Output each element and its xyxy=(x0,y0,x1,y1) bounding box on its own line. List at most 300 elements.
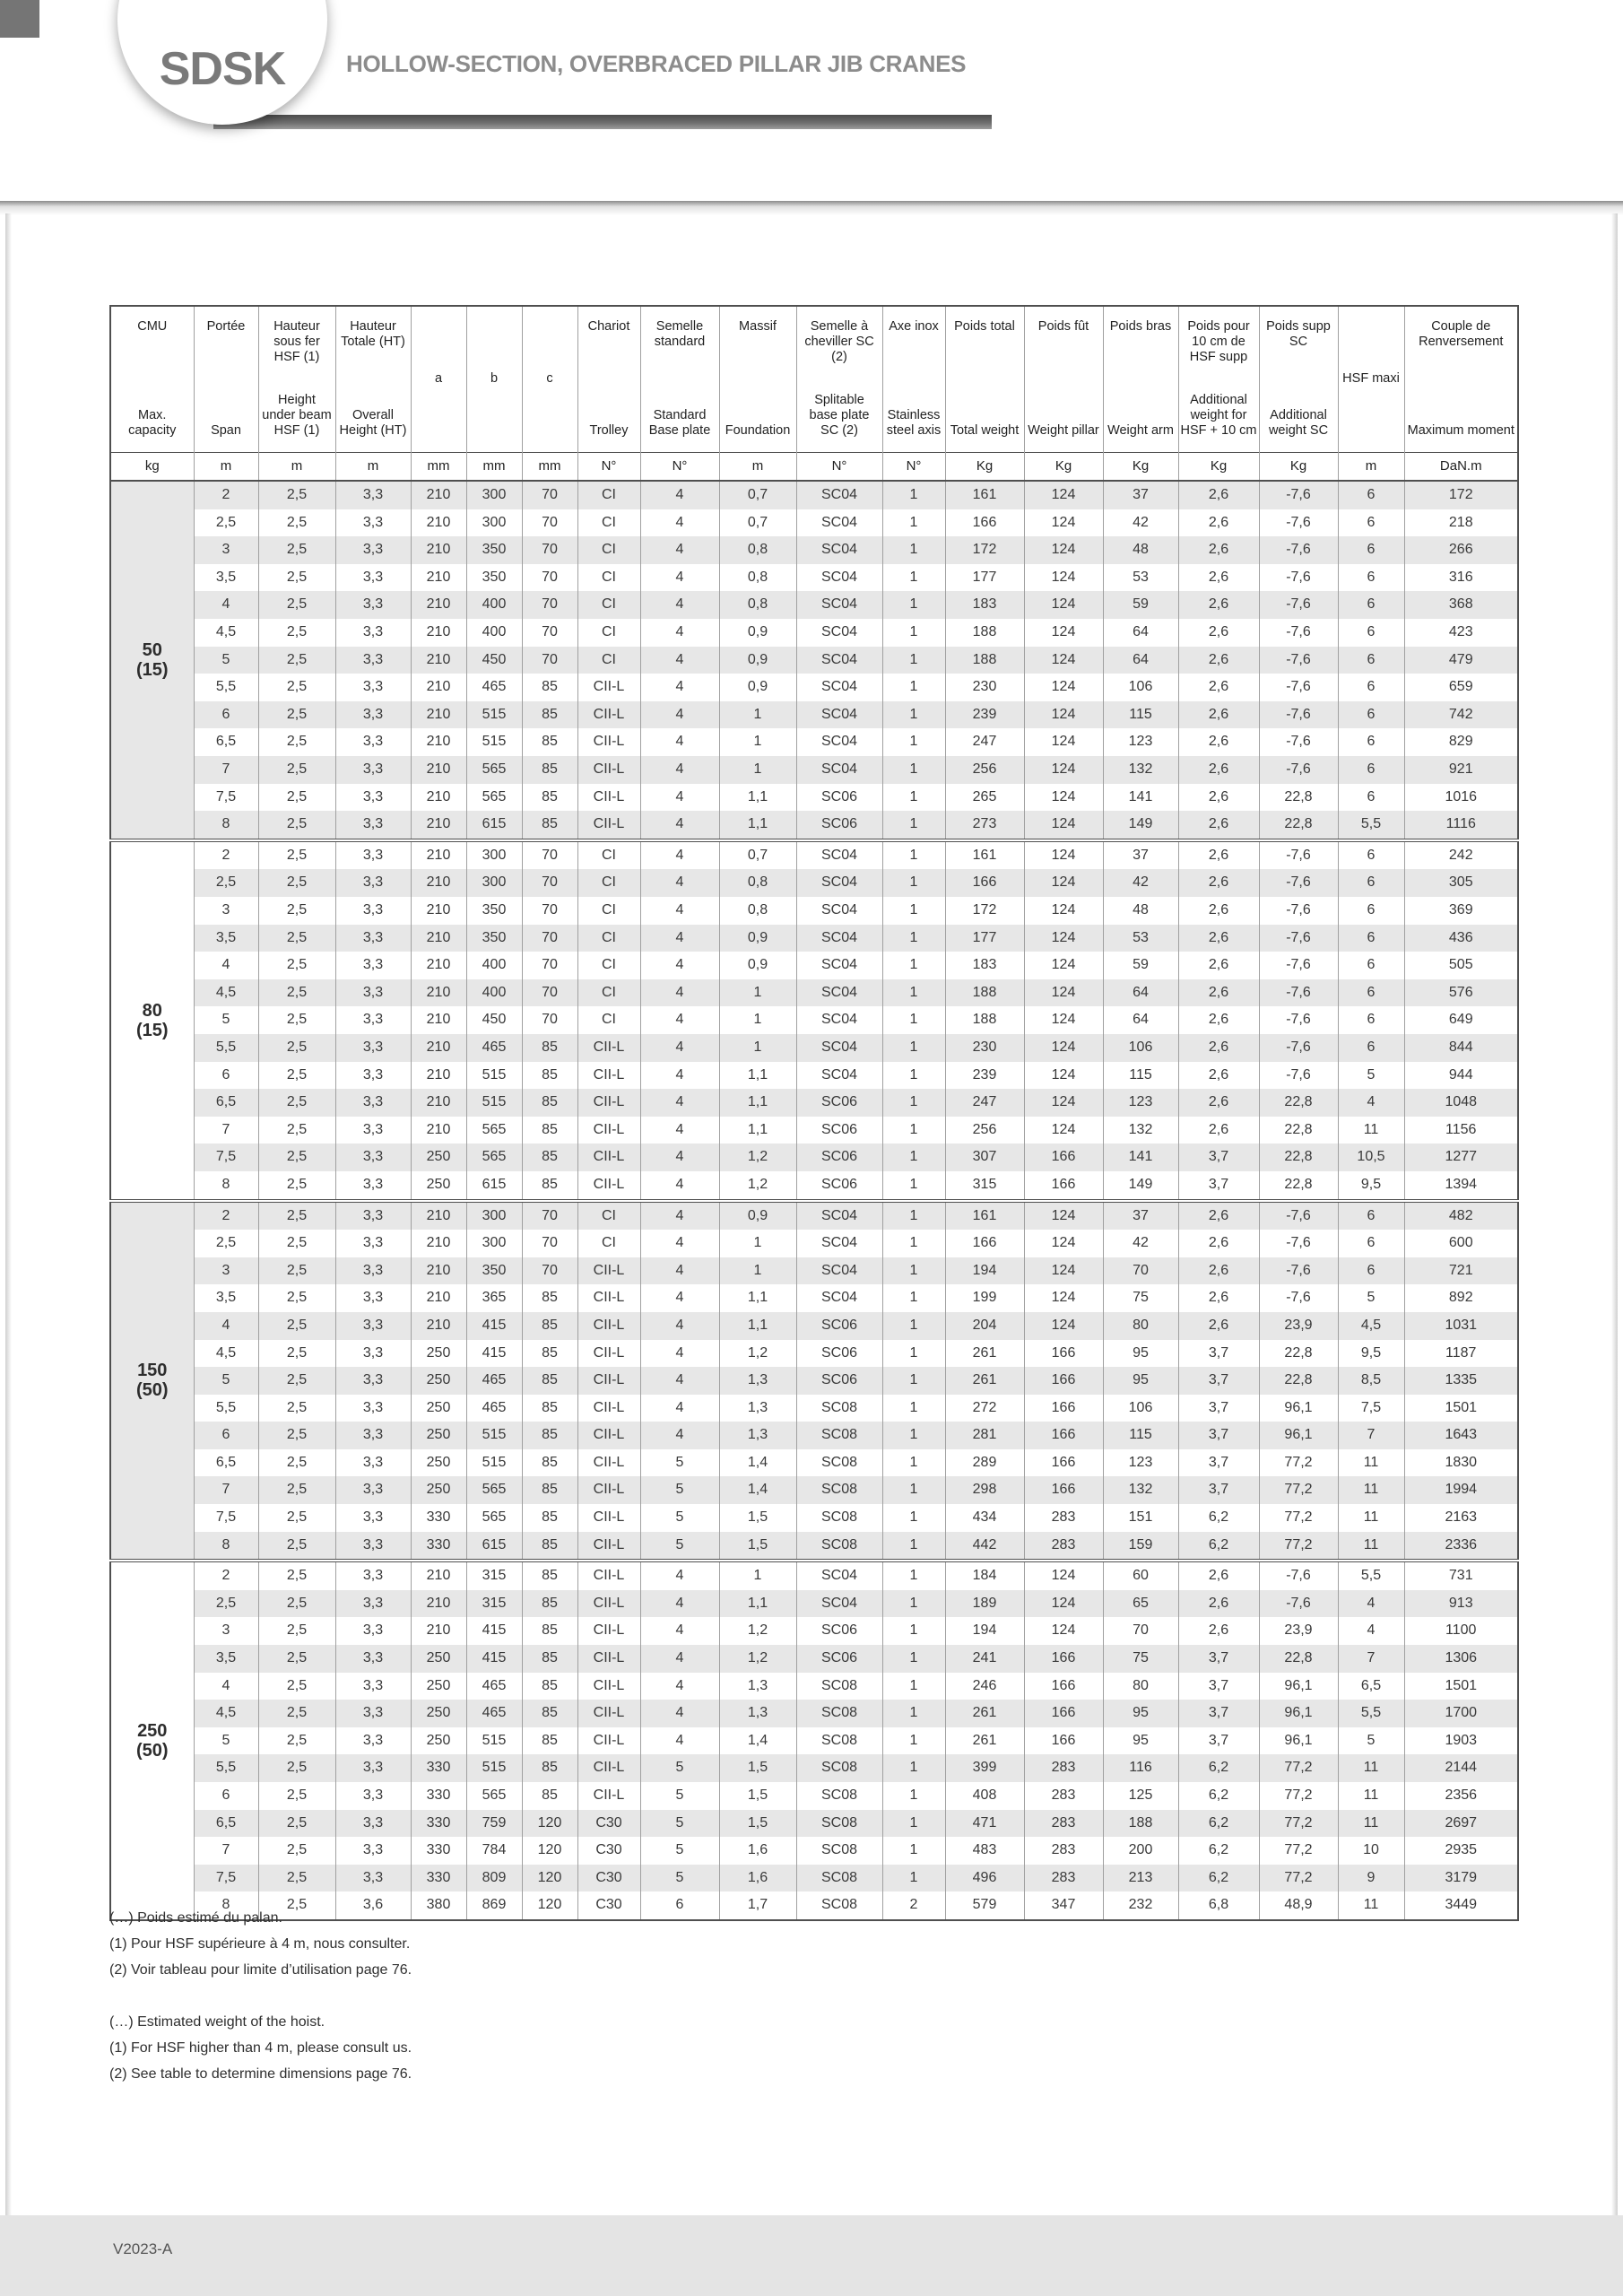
table-cell: -7,6 xyxy=(1259,1034,1338,1062)
table-cell: 70 xyxy=(522,1006,577,1034)
table-cell: 1 xyxy=(882,674,945,701)
table-cell: 85 xyxy=(522,1422,577,1449)
table-cell: 11 xyxy=(1338,1476,1404,1504)
table-cell: 241 xyxy=(945,1645,1024,1673)
table-cell: 4 xyxy=(194,1673,258,1700)
table-cell: 300 xyxy=(466,481,522,509)
table-cell: 210 xyxy=(411,591,466,619)
table-cell: 1 xyxy=(882,1395,945,1422)
table-cell: 210 xyxy=(411,674,466,701)
table-cell: 85 xyxy=(522,1617,577,1645)
table-cell: 0,7 xyxy=(719,481,796,509)
table-cell: 2,6 xyxy=(1178,1062,1259,1090)
table-cell: 22,8 xyxy=(1259,1089,1338,1117)
table-cell: 6,2 xyxy=(1178,1504,1259,1532)
table-cell: 1,2 xyxy=(719,1645,796,1673)
units-row xyxy=(110,452,1518,481)
table-cell: 465 xyxy=(466,1700,522,1727)
table-row xyxy=(110,481,1518,509)
table-cell: 2,6 xyxy=(1178,674,1259,701)
table-cell: -7,6 xyxy=(1259,536,1338,564)
table-cell: 0,9 xyxy=(719,647,796,674)
table-cell: 3,3 xyxy=(335,1367,411,1395)
table-cell: SC06 xyxy=(796,784,882,812)
table-cell: 166 xyxy=(1024,1449,1103,1477)
table-cell: 8 xyxy=(194,811,258,840)
table-cell: 3,3 xyxy=(335,979,411,1007)
table-cell: 85 xyxy=(522,1367,577,1395)
table-cell: 4 xyxy=(640,536,719,564)
table-cell: 75 xyxy=(1103,1284,1178,1312)
table-cell: C30 xyxy=(577,1892,640,1920)
table-cell: 85 xyxy=(522,1284,577,1312)
table-cell: 1 xyxy=(882,784,945,812)
table-cell: 2 xyxy=(194,840,258,870)
table-cell: 2336 xyxy=(1404,1532,1518,1561)
table-cell: 188 xyxy=(945,619,1024,647)
table-cell: 3,7 xyxy=(1178,1645,1259,1673)
table-cell: 2,6 xyxy=(1178,979,1259,1007)
table-cell: 6 xyxy=(1338,925,1404,952)
table-cell: 272 xyxy=(945,1395,1024,1422)
table-cell: 0,9 xyxy=(719,952,796,979)
unit-cell: m xyxy=(1338,452,1404,481)
table-cell: SC04 xyxy=(796,481,882,509)
table-cell: 434 xyxy=(945,1504,1024,1532)
table-cell: 2,5 xyxy=(258,756,335,784)
table-cell: 124 xyxy=(1024,1617,1103,1645)
table-cell: 2 xyxy=(882,1892,945,1920)
column-header xyxy=(796,306,882,452)
table-cell: 188 xyxy=(1103,1810,1178,1838)
table-cell: CII-L xyxy=(577,1034,640,1062)
table-cell: 48 xyxy=(1103,536,1178,564)
table-cell: 42 xyxy=(1103,509,1178,537)
unit-cell: mm xyxy=(522,452,577,481)
column-header xyxy=(1024,306,1103,452)
table-cell: 230 xyxy=(945,674,1024,701)
table-cell: 53 xyxy=(1103,564,1178,592)
table-cell: 96,1 xyxy=(1259,1395,1338,1422)
table-cell: 85 xyxy=(522,1532,577,1561)
table-cell: 2,5 xyxy=(258,1312,335,1340)
table-cell: 3,7 xyxy=(1178,1476,1259,1504)
unit-cell: m xyxy=(194,452,258,481)
table-cell: 2,6 xyxy=(1178,536,1259,564)
table-cell: 3,3 xyxy=(335,1782,411,1810)
table-cell: 3,3 xyxy=(335,1201,411,1231)
table-cell: 0,9 xyxy=(719,925,796,952)
table-cell: 1,4 xyxy=(719,1449,796,1477)
table-cell: 1048 xyxy=(1404,1089,1518,1117)
column-header xyxy=(577,306,640,452)
table-cell: CII-L xyxy=(577,1367,640,1395)
table-cell: 70 xyxy=(522,840,577,870)
table-cell: 124 xyxy=(1024,647,1103,674)
table-cell: 4 xyxy=(640,1422,719,1449)
table-cell: SC04 xyxy=(796,1062,882,1090)
table-cell: 4 xyxy=(640,1171,719,1201)
table-cell: SC08 xyxy=(796,1395,882,1422)
table-row xyxy=(110,756,1518,784)
table-cell: 3,3 xyxy=(335,840,411,870)
table-cell: -7,6 xyxy=(1259,674,1338,701)
table-cell: 300 xyxy=(466,840,522,870)
table-cell: 5,5 xyxy=(1338,1561,1404,1590)
table-cell: 3,3 xyxy=(335,1837,411,1865)
table-cell: CI xyxy=(577,481,640,509)
table-cell: 347 xyxy=(1024,1892,1103,1920)
table-cell: C30 xyxy=(577,1837,640,1865)
column-label-en: Overall Height (HT) xyxy=(339,408,407,439)
table-cell: 70 xyxy=(1103,1257,1178,1285)
table-cell: 37 xyxy=(1103,481,1178,509)
capacity-value: 150 xyxy=(137,1361,168,1381)
table-cell: SC04 xyxy=(796,1034,882,1062)
table-cell: 1016 xyxy=(1404,784,1518,812)
table-cell: 281 xyxy=(945,1422,1024,1449)
table-cell: 77,2 xyxy=(1259,1837,1338,1865)
spec-table xyxy=(109,305,1519,1921)
table-cell: 11 xyxy=(1338,1504,1404,1532)
table-cell: 239 xyxy=(945,701,1024,729)
table-cell: 6,2 xyxy=(1178,1754,1259,1782)
table-cell: 4 xyxy=(194,591,258,619)
table-cell: CII-L xyxy=(577,1449,640,1477)
table-cell: 4 xyxy=(640,1312,719,1340)
table-row xyxy=(110,647,1518,674)
table-cell: 124 xyxy=(1024,619,1103,647)
table-cell: 2,6 xyxy=(1178,647,1259,674)
table-cell: 85 xyxy=(522,1089,577,1117)
table-cell: 1 xyxy=(882,481,945,509)
table-cell: 4 xyxy=(640,728,719,756)
table-cell: 4 xyxy=(1338,1089,1404,1117)
column-header xyxy=(719,306,796,452)
table-cell: 1 xyxy=(882,1312,945,1340)
table-cell: CI xyxy=(577,925,640,952)
table-cell: 2,6 xyxy=(1178,1617,1259,1645)
table-cell: 5 xyxy=(1338,1062,1404,1090)
table-row xyxy=(110,1201,1518,1231)
table-cell: 77,2 xyxy=(1259,1754,1338,1782)
table-cell: 3,3 xyxy=(335,897,411,925)
table-cell: SC04 xyxy=(796,591,882,619)
table-cell: 1 xyxy=(882,1590,945,1618)
table-cell: 250 xyxy=(411,1422,466,1449)
table-cell: 120 xyxy=(522,1892,577,1920)
table-cell: 115 xyxy=(1103,1062,1178,1090)
table-cell: -7,6 xyxy=(1259,979,1338,1007)
table-cell: 80 xyxy=(1103,1312,1178,1340)
header-row xyxy=(110,306,1518,452)
table-cell: 115 xyxy=(1103,1422,1178,1449)
table-cell: 2,5 xyxy=(258,1892,335,1920)
table-cell: 64 xyxy=(1103,647,1178,674)
table-cell: 3,3 xyxy=(335,756,411,784)
table-cell: 2,6 xyxy=(1178,811,1259,840)
table-cell: 210 xyxy=(411,1284,466,1312)
table-cell: 11 xyxy=(1338,1810,1404,1838)
table-cell: 2,5 xyxy=(258,509,335,537)
table-cell: 5 xyxy=(1338,1727,1404,1755)
table-cell: 742 xyxy=(1404,701,1518,729)
table-cell: 6,5 xyxy=(194,1810,258,1838)
footnote-en-3: (2) See table to determine dimensions page 76. xyxy=(109,2066,412,2082)
table-cell: 210 xyxy=(411,536,466,564)
table-cell: 465 xyxy=(466,1673,522,1700)
table-row xyxy=(110,1034,1518,1062)
table-cell: 106 xyxy=(1103,1034,1178,1062)
table-cell: 1,3 xyxy=(719,1673,796,1700)
table-cell: 1,3 xyxy=(719,1367,796,1395)
table-cell: 85 xyxy=(522,1312,577,1340)
table-cell: CI xyxy=(577,647,640,674)
table-cell: SC04 xyxy=(796,979,882,1007)
table-cell: 106 xyxy=(1103,1395,1178,1422)
table-cell: 3,6 xyxy=(335,1892,411,1920)
table-cell: 124 xyxy=(1024,952,1103,979)
table-cell: 2,6 xyxy=(1178,784,1259,812)
footnote-en-1: (…) Estimated weight of the hoist. xyxy=(109,2014,325,2030)
table-cell: 505 xyxy=(1404,952,1518,979)
table-cell: 2,5 xyxy=(258,1257,335,1285)
table-cell: 194 xyxy=(945,1617,1024,1645)
table-cell: 11 xyxy=(1338,1532,1404,1561)
table-cell: SC04 xyxy=(796,897,882,925)
table-cell: 77,2 xyxy=(1259,1865,1338,1892)
table-cell: 4 xyxy=(640,1034,719,1062)
table-cell: SC04 xyxy=(796,869,882,897)
table-cell: 70 xyxy=(522,591,577,619)
table-cell: 2,6 xyxy=(1178,1230,1259,1257)
table-cell: 124 xyxy=(1024,509,1103,537)
table-cell: 210 xyxy=(411,1561,466,1590)
table-cell: 6 xyxy=(1338,481,1404,509)
table-cell: 5,5 xyxy=(1338,1700,1404,1727)
table-cell: 6,2 xyxy=(1178,1532,1259,1561)
table-cell: 5 xyxy=(194,647,258,674)
table-cell: 6,5 xyxy=(1338,1673,1404,1700)
table-cell: 4,5 xyxy=(194,1700,258,1727)
table-cell: 921 xyxy=(1404,756,1518,784)
table-cell: 124 xyxy=(1024,925,1103,952)
table-cell: 210 xyxy=(411,840,466,870)
table-cell: 3,3 xyxy=(335,728,411,756)
table-cell: CI xyxy=(577,536,640,564)
table-cell: 6 xyxy=(194,701,258,729)
table-row xyxy=(110,1089,1518,1117)
table-cell: 1,4 xyxy=(719,1476,796,1504)
table-cell: 6 xyxy=(1338,701,1404,729)
table-cell: SC04 xyxy=(796,728,882,756)
table-cell: SC04 xyxy=(796,925,882,952)
table-cell: 3,3 xyxy=(335,1062,411,1090)
table-cell: 2,5 xyxy=(258,674,335,701)
table-cell: 1 xyxy=(882,701,945,729)
table-cell: 1,3 xyxy=(719,1395,796,1422)
table-cell: CII-L xyxy=(577,756,640,784)
table-cell: 6 xyxy=(1338,728,1404,756)
table-cell: 330 xyxy=(411,1865,466,1892)
table-cell: 1,1 xyxy=(719,784,796,812)
table-cell: 4,5 xyxy=(194,619,258,647)
table-cell: 2,5 xyxy=(258,1284,335,1312)
column-label-en: Stainless steel axis xyxy=(886,408,942,439)
table-cell: CI xyxy=(577,869,640,897)
table-cell: 1 xyxy=(882,1201,945,1231)
table-cell: 188 xyxy=(945,979,1024,1007)
table-cell: SC08 xyxy=(796,1837,882,1865)
table-cell: 2,5 xyxy=(258,1062,335,1090)
table-cell: SC04 xyxy=(796,674,882,701)
table-cell: 166 xyxy=(1024,1673,1103,1700)
table-cell: -7,6 xyxy=(1259,564,1338,592)
unit-cell: kg xyxy=(110,452,194,481)
table-cell: 479 xyxy=(1404,647,1518,674)
table-cell: 77,2 xyxy=(1259,1476,1338,1504)
table-cell: 2,5 xyxy=(258,1865,335,1892)
table-cell: 3 xyxy=(194,536,258,564)
table-cell: 450 xyxy=(466,1006,522,1034)
table-row xyxy=(110,1673,1518,1700)
table-cell: 141 xyxy=(1103,784,1178,812)
column-header xyxy=(194,306,258,452)
table-cell: 210 xyxy=(411,1312,466,1340)
table-cell: 210 xyxy=(411,1230,466,1257)
table-cell: 59 xyxy=(1103,591,1178,619)
table-cell: SC08 xyxy=(796,1532,882,1561)
table-cell: 149 xyxy=(1103,811,1178,840)
table-cell: 4 xyxy=(640,811,719,840)
table-cell: 2,5 xyxy=(258,647,335,674)
table-cell: 177 xyxy=(945,925,1024,952)
table-row xyxy=(110,1700,1518,1727)
table-cell: -7,6 xyxy=(1259,1561,1338,1590)
table-cell: 784 xyxy=(466,1837,522,1865)
table-cell: 2,5 xyxy=(258,1117,335,1144)
table-cell: 242 xyxy=(1404,840,1518,870)
table-cell: 1501 xyxy=(1404,1673,1518,1700)
table-cell: 256 xyxy=(945,1117,1024,1144)
table-cell: 1187 xyxy=(1404,1340,1518,1368)
table-cell: 1277 xyxy=(1404,1144,1518,1171)
table-cell: 1 xyxy=(882,1034,945,1062)
table-cell: 166 xyxy=(1024,1422,1103,1449)
table-cell: 261 xyxy=(945,1727,1024,1755)
table-cell: 3,3 xyxy=(335,1645,411,1673)
table-cell: CII-L xyxy=(577,1561,640,1590)
table-cell: 95 xyxy=(1103,1367,1178,1395)
table-cell: 2,5 xyxy=(258,1476,335,1504)
table-cell: 0,8 xyxy=(719,869,796,897)
table-cell: 2,5 xyxy=(258,1810,335,1838)
table-cell: 70 xyxy=(522,925,577,952)
column-header xyxy=(522,306,577,452)
table-cell: 8 xyxy=(194,1532,258,1561)
table-cell: 3,3 xyxy=(335,1865,411,1892)
table-cell: 465 xyxy=(466,1395,522,1422)
footnote-fr-2: (1) Pour HSF supérieure à 4 m, nous consulter. xyxy=(109,1936,411,1952)
table-cell: 210 xyxy=(411,811,466,840)
table-cell: 415 xyxy=(466,1617,522,1645)
table-cell: 1 xyxy=(882,1422,945,1449)
table-cell: SC04 xyxy=(796,756,882,784)
table-cell: 6 xyxy=(1338,674,1404,701)
table-cell: 3,3 xyxy=(335,1006,411,1034)
table-cell: 1903 xyxy=(1404,1727,1518,1755)
table-cell: SC06 xyxy=(796,1617,882,1645)
column-label-en: Standard Base plate xyxy=(648,408,711,439)
table-cell: 210 xyxy=(411,1617,466,1645)
table-cell: 210 xyxy=(411,1590,466,1618)
table-cell: 1 xyxy=(882,1532,945,1561)
unit-cell: Kg xyxy=(1103,452,1178,481)
table-cell: 2,5 xyxy=(258,1754,335,1782)
table-cell: CII-L xyxy=(577,1476,640,1504)
table-cell: 300 xyxy=(466,869,522,897)
table-cell: 565 xyxy=(466,1117,522,1144)
table-cell: 1 xyxy=(882,925,945,952)
table-cell: 298 xyxy=(945,1476,1024,1504)
table-cell: 124 xyxy=(1024,701,1103,729)
table-cell: 5 xyxy=(640,1504,719,1532)
table-cell: CII-L xyxy=(577,1117,640,1144)
table-cell: SC08 xyxy=(796,1754,882,1782)
table-cell: 2,5 xyxy=(258,1700,335,1727)
column-label-fr: Poids bras xyxy=(1109,319,1172,334)
table-row xyxy=(110,784,1518,812)
column-label-fr: c xyxy=(546,371,553,387)
table-cell: 85 xyxy=(522,756,577,784)
table-cell: 213 xyxy=(1103,1865,1178,1892)
table-cell: 1 xyxy=(882,1230,945,1257)
table-cell: 2,6 xyxy=(1178,840,1259,870)
table-cell: 1 xyxy=(882,1284,945,1312)
column-label-en: Span xyxy=(211,423,241,439)
footnote-en-2: (1) For HSF higher than 4 m, please consult us. xyxy=(109,2040,412,2056)
table-cell: 70 xyxy=(522,619,577,647)
table-cell: 7,5 xyxy=(1338,1395,1404,1422)
table-cell: 1 xyxy=(882,1617,945,1645)
page-title: HOLLOW-SECTION, OVERBRACED PILLAR JIB CRANES xyxy=(346,50,967,77)
table-cell: 2,5 xyxy=(258,1504,335,1532)
column-label-en: Max. capacity xyxy=(128,408,177,439)
column-label-fr: HSF maxi xyxy=(1342,371,1400,387)
table-cell: 11 xyxy=(1338,1782,1404,1810)
table-cell: SC04 xyxy=(796,701,882,729)
table-cell: 1,2 xyxy=(719,1171,796,1201)
table-cell: 2,6 xyxy=(1178,591,1259,619)
table-cell: 3,3 xyxy=(335,1700,411,1727)
table-cell: 1 xyxy=(882,591,945,619)
table-cell: 250 xyxy=(411,1144,466,1171)
table-cell: 283 xyxy=(1024,1532,1103,1561)
table-cell: 3,5 xyxy=(194,564,258,592)
table-cell: SC08 xyxy=(796,1700,882,1727)
table-cell: CI xyxy=(577,1006,640,1034)
table-cell: 1 xyxy=(882,897,945,925)
unit-cell: Kg xyxy=(1024,452,1103,481)
table-cell: 10,5 xyxy=(1338,1144,1404,1171)
table-cell: 2,5 xyxy=(258,591,335,619)
table-row xyxy=(110,1754,1518,1782)
column-header xyxy=(1178,306,1259,452)
table-cell: 6 xyxy=(1338,1257,1404,1285)
table-cell: CII-L xyxy=(577,1673,640,1700)
table-cell: 330 xyxy=(411,1532,466,1561)
table-cell: 124 xyxy=(1024,564,1103,592)
